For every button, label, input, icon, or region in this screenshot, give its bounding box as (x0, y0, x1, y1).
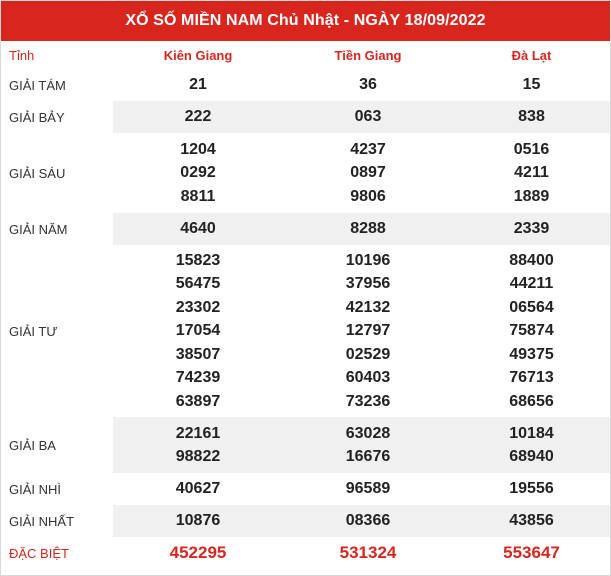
winning-number: 68940 (509, 448, 554, 465)
winning-number: 49375 (509, 345, 554, 363)
winning-number: 17054 (175, 322, 221, 340)
prize-numbers-cell (113, 133, 283, 213)
prize-numbers-cell (453, 101, 610, 133)
winning-number: 10876 (175, 512, 221, 530)
winning-number: 1889 (513, 187, 550, 205)
province-column-header: Tỉnh (9, 47, 35, 63)
winning-number: 23302 (175, 298, 221, 316)
winning-number: 63897 (175, 392, 221, 410)
prize-numbers-cell (113, 537, 283, 569)
winning-number: 42132 (345, 298, 391, 316)
prize-label: GIẢI TÁM (9, 77, 66, 93)
winning-number: 4237 (350, 140, 386, 158)
winning-number: 88400 (509, 251, 554, 269)
results-table-body (1, 41, 610, 569)
prize-numbers-cell (113, 213, 283, 245)
winning-number: 0292 (180, 164, 216, 182)
winning-number: 02529 (345, 345, 391, 363)
prize-numbers-cell (453, 505, 610, 537)
winning-number: 60403 (345, 369, 391, 387)
prize-row (1, 245, 610, 417)
prize-numbers-cell (283, 505, 453, 537)
winning-number: 38507 (175, 345, 221, 363)
prize-label: GIẢI NHẤT (9, 513, 75, 529)
winning-number: 15823 (175, 251, 221, 269)
winning-number: 74239 (175, 369, 221, 387)
winning-number: 40627 (175, 480, 221, 498)
winning-number: 8811 (180, 187, 216, 205)
winning-number: 73236 (345, 392, 391, 410)
prize-row (1, 101, 610, 133)
winning-number: 06564 (509, 298, 554, 316)
prize-numbers-cell (283, 537, 453, 569)
winning-number: 9806 (350, 187, 386, 205)
winning-number: 063 (354, 108, 382, 126)
winning-number: 36 (359, 76, 377, 94)
prize-numbers-cell (453, 245, 610, 417)
prize-numbers-cell (283, 473, 453, 505)
winning-number: 4640 (180, 220, 216, 238)
prize-numbers-cell (113, 245, 283, 417)
prize-numbers-cell (453, 133, 610, 213)
winning-number: 553647 (503, 543, 560, 563)
prize-label: GIẢI NHÌ (9, 481, 62, 497)
winning-number: 2339 (513, 220, 550, 238)
prize-row (1, 505, 610, 537)
prize-numbers-cell (113, 473, 283, 505)
winning-number: 8288 (350, 220, 386, 238)
prize-numbers-cell (283, 133, 453, 213)
prize-numbers-cell (113, 417, 283, 473)
prize-numbers-cell (283, 245, 453, 417)
prize-row (1, 69, 610, 101)
prize-numbers-cell (283, 101, 453, 133)
prize-row (1, 537, 610, 569)
winning-number: 838 (518, 108, 545, 126)
winning-number: 10196 (345, 251, 391, 269)
winning-number: 56475 (175, 275, 221, 293)
winning-number: 96589 (345, 480, 391, 498)
winning-number: 68656 (509, 392, 554, 410)
winning-number: 15 (522, 76, 541, 94)
winning-number: 43856 (509, 512, 554, 530)
winning-number: 222 (184, 108, 212, 126)
prize-numbers-cell (113, 505, 283, 537)
prize-numbers-cell (283, 69, 453, 101)
winning-number: 452295 (169, 543, 227, 563)
results-table (1, 41, 610, 569)
winning-number: 0516 (513, 140, 550, 158)
prize-row (1, 213, 610, 245)
prize-label: GIẢI SÁU (9, 165, 66, 181)
prize-numbers-cell (113, 69, 283, 101)
prize-label: GIẢI TƯ (9, 323, 58, 339)
prize-label: GIẢI NĂM (9, 221, 68, 237)
prize-numbers-cell (453, 213, 610, 245)
winning-number: 98822 (175, 448, 221, 465)
prize-row (1, 417, 610, 473)
winning-number: 44211 (509, 275, 554, 293)
prize-row (1, 473, 610, 505)
winning-number: 16676 (345, 448, 391, 465)
province-name[interactable]: Kiên Giang (163, 47, 233, 63)
prize-row (1, 133, 610, 213)
winning-number: 0897 (350, 164, 386, 182)
prize-numbers-cell (453, 473, 610, 505)
winning-number: 21 (189, 76, 207, 94)
prize-numbers-cell (453, 537, 610, 569)
winning-number: 63028 (345, 424, 391, 442)
prize-numbers-cell (453, 69, 610, 101)
winning-number: 75874 (509, 322, 554, 340)
prize-numbers-cell (283, 213, 453, 245)
winning-number: 76713 (509, 369, 554, 387)
prize-label: ĐẶC BIỆT (9, 545, 69, 561)
prize-numbers-cell (453, 417, 610, 473)
prize-numbers-cell (283, 417, 453, 473)
winning-number: 531324 (339, 543, 397, 563)
prize-label: GIẢI BẢY (9, 109, 65, 125)
winning-number: 12797 (345, 322, 391, 340)
results-title: XỔ SỐ MIỀN NAM Chủ Nhật - NGÀY 18/09/2022 (1, 1, 610, 41)
winning-number: 19556 (509, 480, 554, 498)
winning-number: 08366 (345, 512, 391, 530)
table-header-row (1, 41, 610, 69)
winning-number: 37956 (345, 275, 391, 293)
winning-number: 1204 (180, 140, 216, 158)
winning-number: 10184 (509, 424, 554, 442)
winning-number: 4211 (514, 164, 549, 182)
prize-label: GIẢI BA (9, 437, 56, 453)
province-name[interactable]: Tiền Giang (334, 47, 402, 63)
prize-numbers-cell (113, 101, 283, 133)
winning-number: 22161 (175, 424, 221, 442)
province-name[interactable]: Đà Lạt (511, 47, 552, 63)
